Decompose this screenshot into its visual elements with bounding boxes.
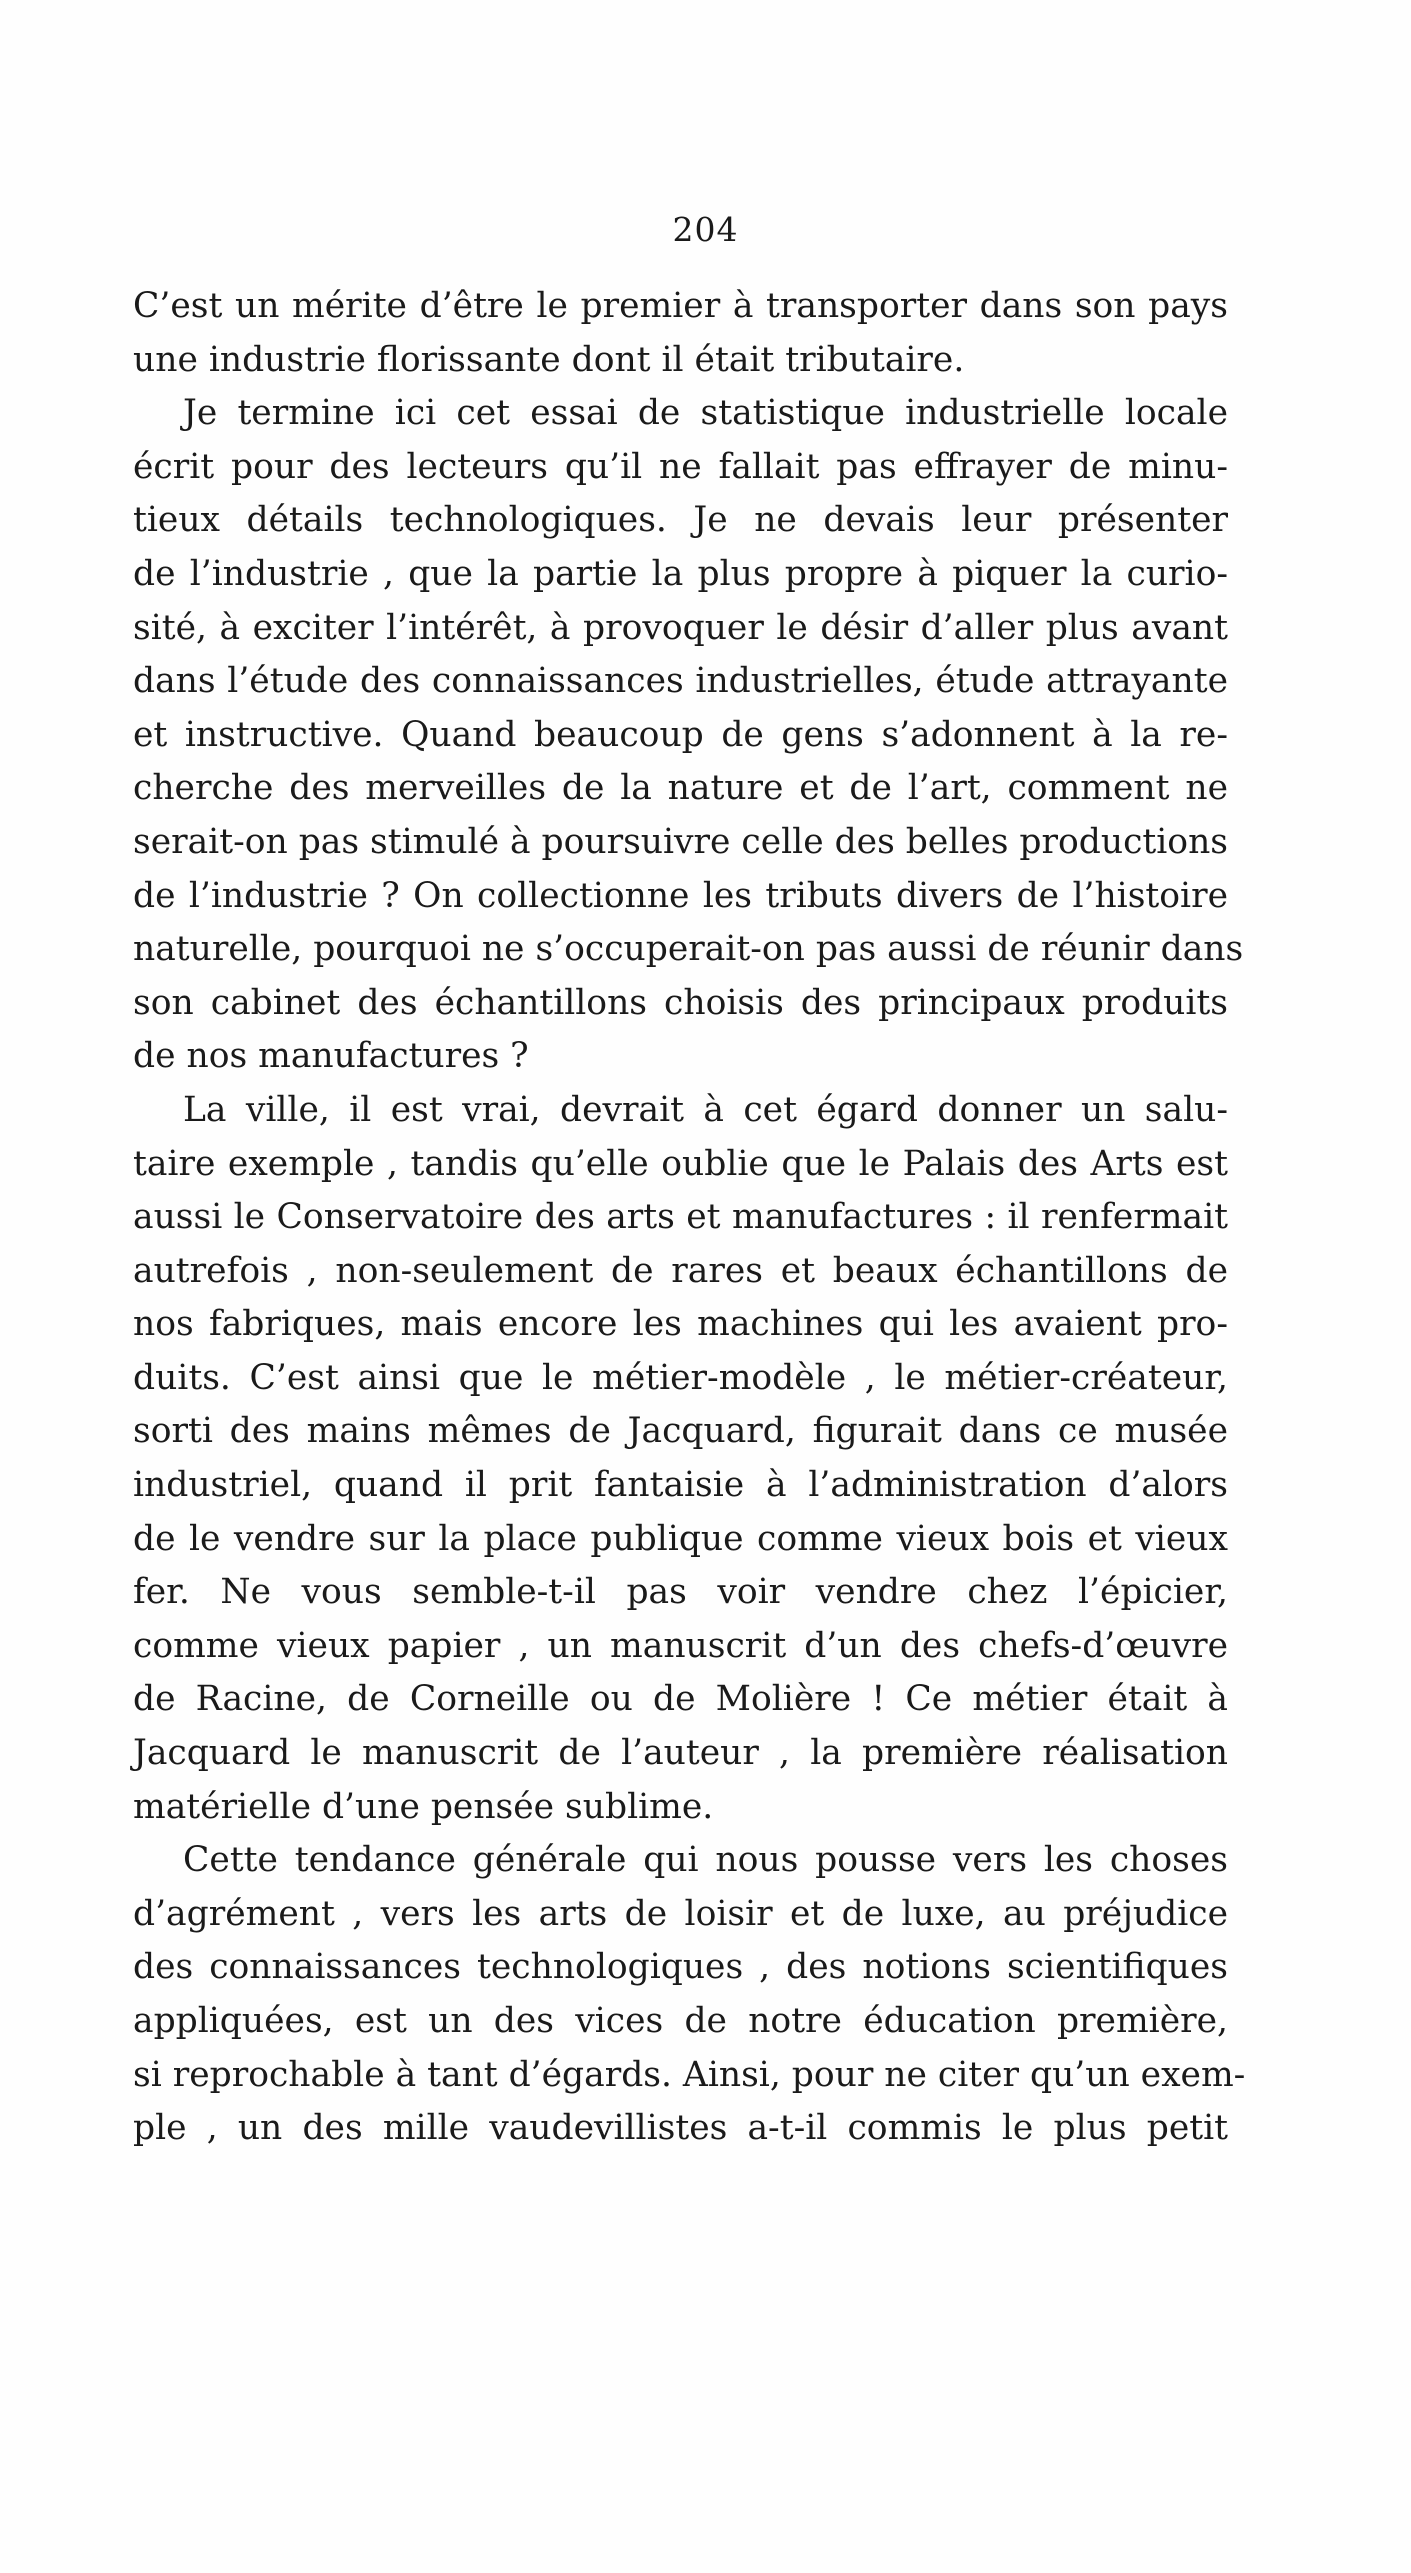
text-line: duits. C’est ainsi que le métier-modèle , le métier-créateur, bbox=[133, 1357, 1228, 1398]
text-line: tieux détails technologiques. Je ne devais leur présenter bbox=[133, 500, 1228, 541]
text-line: de Racine, de Corneille ou de Molière ! Ce métier était à bbox=[133, 1679, 1228, 1720]
text-line: serait-on pas stimulé à poursuivre celle des belles productions bbox=[133, 821, 1228, 862]
text-line: comme vieux papier , un manuscrit d’un des chefs-d’œuvre bbox=[133, 1625, 1228, 1666]
text-line: Cette tendance générale qui nous pousse vers les choses bbox=[183, 1840, 1228, 1881]
text-line: nos fabriques, mais encore les machines qui les avaient pro- bbox=[133, 1304, 1228, 1345]
paragraph bbox=[133, 387, 1244, 1084]
text-line: sorti des mains mêmes de Jacquard, figurait dans ce musée bbox=[133, 1411, 1228, 1452]
text-line: cherche des merveilles de la nature et de l’art, comment ne bbox=[133, 768, 1228, 809]
text-line: appliquées, est un des vices de notre éducation première, bbox=[133, 2001, 1228, 2041]
text-line: si reprochable à tant d’égards. Ainsi, pour ne citer qu’un exem- bbox=[133, 2054, 1246, 2095]
text-line: de le vendre sur la place publique comme vieux bois et vieux bbox=[133, 1518, 1228, 1559]
text-line: son cabinet des échantillons choisis des principaux produits bbox=[133, 982, 1228, 1023]
text-line: ple , un des mille vaudevillistes a-t-il commis le plus petit bbox=[133, 2108, 1228, 2149]
text-line: de l’industrie ? On collectionne les tributs divers de l’histoire bbox=[133, 875, 1228, 916]
text-line: Je termine ici cet essai de statistique industrielle locale bbox=[183, 393, 1228, 434]
text-line: autrefois , non-seulement de rares et beaux échantillons de bbox=[133, 1250, 1228, 1291]
text-line: naturelle, pourquoi ne s’occuperait-on pas aussi de réunir dans bbox=[133, 929, 1244, 970]
text-line: La ville, il est vrai, devrait à cet égard donner un salu- bbox=[183, 1089, 1228, 1130]
text-line: une industrie florissante dont il était tributaire. bbox=[133, 339, 965, 380]
text-line: matérielle d’une pensée sublime. bbox=[133, 1786, 714, 1827]
text-line: de l’industrie , que la partie la plus propre à piquer la curio- bbox=[133, 553, 1228, 594]
text-line: fer. Ne vous semble-t-il pas voir vendre chez l’épicier, bbox=[133, 1572, 1228, 1613]
body-text bbox=[133, 280, 1246, 2156]
text-line: des connaissances technologiques , des notions scientifiques bbox=[133, 1947, 1228, 1988]
page-number: 204 bbox=[672, 210, 739, 249]
text-line: d’agrément , vers les arts de loisir et de luxe, au préjudice bbox=[133, 1893, 1228, 1934]
paragraph bbox=[133, 280, 1228, 387]
text-line: écrit pour des lecteurs qu’il ne fallait pas effrayer de minu- bbox=[133, 446, 1228, 487]
text-line: sité, à exciter l’intérêt, à provoquer le désir d’aller plus avant bbox=[133, 607, 1228, 648]
text-line: de nos manufactures ? bbox=[133, 1036, 529, 1077]
text-line: aussi le Conservatoire des arts et manufactures : il renfermait bbox=[133, 1197, 1228, 1238]
text-line: Jacquard le manuscrit de l’auteur , la première réalisation bbox=[133, 1733, 1228, 1774]
text-line: industriel, quand il prit fantaisie à l’administration d’alors bbox=[133, 1465, 1228, 1506]
text-line: dans l’étude des connaissances industrielles, étude attrayante bbox=[133, 661, 1228, 702]
text-line: taire exemple , tandis qu’elle oublie que le Palais des Arts est bbox=[133, 1143, 1228, 1184]
text-line: et instructive. Quand beaucoup de gens s’adonnent à la re- bbox=[133, 714, 1228, 755]
paragraph bbox=[133, 1084, 1228, 1834]
text-line: C’est un mérite d’être le premier à transporter dans son pays bbox=[133, 286, 1228, 326]
paragraph bbox=[133, 1834, 1246, 2156]
